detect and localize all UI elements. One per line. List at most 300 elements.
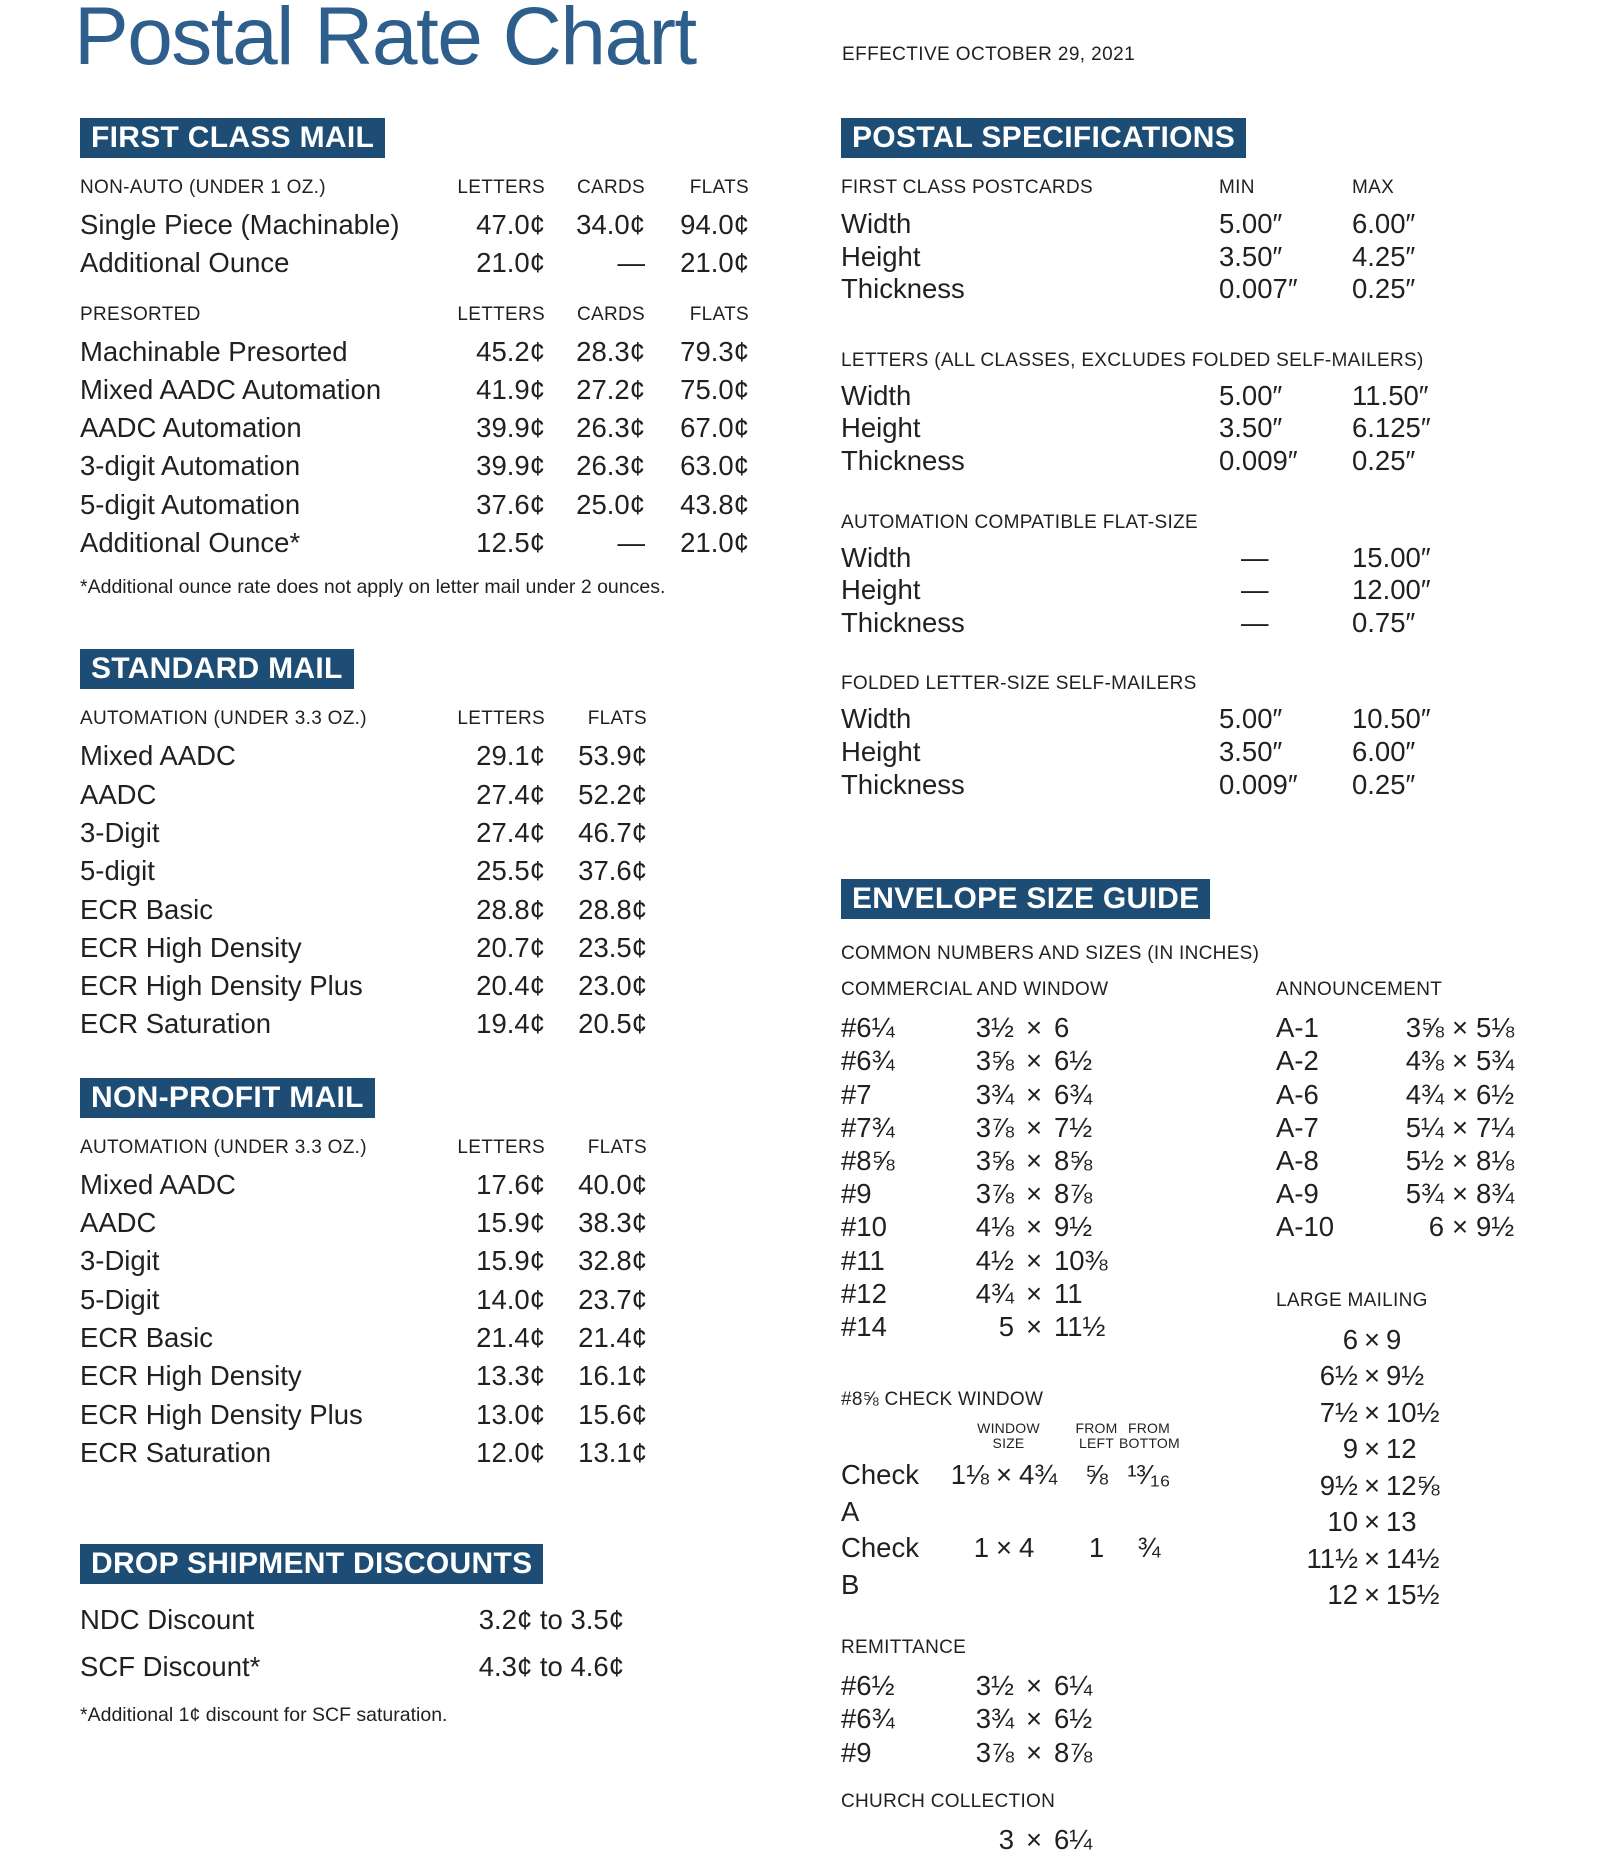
envelope-row (841, 1210, 1261, 1243)
times-separator: × (1451, 1178, 1469, 1210)
rate-label: AADC (80, 778, 157, 810)
times-separator: × (1363, 1506, 1381, 1538)
envelope-size-guide-header-bar: ENVELOPE SIZE GUIDE (841, 879, 1210, 919)
check-size-b: 4¾ (1019, 1459, 1058, 1491)
commercial-and-window-label: COMMERCIAL AND WINDOW (841, 979, 1109, 1001)
envelope-row (1276, 1044, 1551, 1077)
col-header-cards: CARDS (576, 177, 645, 198)
envelope-size-a: 5 (998, 1310, 1014, 1342)
times-separator: × (1363, 1433, 1381, 1465)
envelope-left-subcolumn (841, 979, 1261, 1856)
envelope-size-b: 10½ (1386, 1396, 1440, 1428)
envelope-row (841, 1702, 1261, 1735)
rate-label: ECR Basic (80, 1321, 213, 1353)
envelope-size-b: 6½ (1054, 1045, 1093, 1077)
envelope-number: #14 (841, 1310, 887, 1342)
envelope-row (1276, 1011, 1551, 1044)
spec-label: Thickness (841, 444, 965, 476)
rate-value-flats: 15.6¢ (578, 1398, 647, 1430)
rate-value-flats: 16.1¢ (578, 1360, 647, 1392)
envelope-size-b: 12⅝ (1386, 1469, 1440, 1501)
envelope-number: A-2 (1276, 1045, 1319, 1077)
np-header-row (80, 1136, 647, 1160)
specs-folded-rows (841, 703, 1551, 801)
spec-label: Height (841, 412, 921, 444)
envelope-row (1276, 1431, 1551, 1468)
fcm-presorted-label: PRESORTED (80, 303, 201, 325)
left-column (80, 118, 770, 1727)
rate-row (80, 776, 647, 814)
envelope-size-a: 3⅝ (1405, 1012, 1444, 1044)
envelope-size-a: 12 (1327, 1579, 1358, 1611)
rate-value-letters: 13.0¢ (476, 1398, 545, 1430)
spec-min: 3.50″ (1219, 240, 1283, 272)
times-separator: × (1025, 1277, 1043, 1309)
envelope-size-a: 4⅜ (1405, 1045, 1444, 1077)
rate-value-cards: — (617, 247, 645, 279)
envelope-row (1276, 1322, 1551, 1359)
envelope-size-a: 6 (1428, 1211, 1444, 1243)
rate-value-flats: 32.8¢ (578, 1245, 647, 1277)
check-from-left: ⅝ (1085, 1459, 1108, 1491)
envelope-row (841, 1244, 1261, 1277)
rate-value-cards: 28.3¢ (576, 335, 645, 367)
times-separator: × (1025, 1045, 1043, 1077)
np-automation-label: AUTOMATION (UNDER 3.3 OZ.) (80, 1136, 367, 1158)
envelope-number: A-10 (1276, 1211, 1335, 1243)
std-rows (80, 737, 770, 1043)
remittance-block (841, 1637, 1261, 1769)
envelope-subtitle: COMMON NUMBERS AND SIZES (IN INCHES) (841, 943, 1260, 965)
rate-row (80, 1281, 647, 1319)
rate-value-letters: 28.8¢ (476, 893, 545, 925)
envelope-number: #6¼ (841, 1012, 895, 1044)
rate-value-letters: 45.2¢ (476, 335, 545, 367)
envelope-size-a: 4⅛ (975, 1211, 1014, 1243)
fcm-nonauto-rows (80, 206, 770, 283)
envelope-number: #11 (841, 1244, 885, 1276)
rate-value-letters: 20.4¢ (476, 970, 545, 1002)
envelope-size-b: 10⅜ (1054, 1244, 1108, 1276)
envelope-size-a: 11½ (1306, 1542, 1358, 1574)
rate-row (80, 447, 749, 485)
times-separator: × (1025, 1670, 1043, 1702)
spec-min: 5.00″ (1219, 208, 1283, 239)
drop-shipment-header-bar: DROP SHIPMENT DISCOUNTS (80, 1544, 543, 1584)
envelope-row (1276, 1577, 1551, 1614)
section-non-profit-mail (80, 1078, 770, 1472)
rate-row (80, 1005, 647, 1043)
spec-label: Thickness (841, 273, 965, 305)
rate-value-letters: 17.6¢ (476, 1168, 545, 1200)
rate-value-letters: 27.4¢ (476, 778, 545, 810)
envelope-row (841, 1044, 1261, 1077)
spec-max: 0.25″ (1352, 273, 1416, 305)
envelope-size-b: 6¾ (1054, 1078, 1093, 1110)
rate-label: ECR High Density Plus (80, 970, 363, 1002)
envelope-size-b: 9½ (1476, 1211, 1515, 1243)
postal-specifications-header-bar: POSTAL SPECIFICATIONS (841, 118, 1246, 158)
spec-min: 3.50″ (1219, 735, 1283, 767)
rate-row (80, 486, 749, 524)
rate-value-flats: 52.2¢ (578, 778, 647, 810)
rate-row (80, 371, 749, 409)
rate-value-flats: 94.0¢ (680, 209, 749, 240)
envelope-number: A-7 (1276, 1111, 1319, 1143)
envelope-size-a: 3 (998, 1823, 1014, 1855)
times-separator: × (1451, 1144, 1469, 1176)
specs-group-label: FOLDED LETTER-SIZE SELF-MAILERS (841, 673, 1197, 695)
rate-label: ECR Saturation (80, 1008, 272, 1040)
fcm-presorted-rows (80, 333, 770, 563)
std-header-row (80, 707, 647, 731)
envelope-size-a: 4½ (975, 1244, 1014, 1276)
rate-label: Mixed AADC (80, 740, 236, 772)
spec-label: Height (841, 240, 921, 272)
envelope-row (1276, 1078, 1551, 1111)
spec-row (841, 380, 1501, 413)
spec-row (841, 769, 1501, 802)
envelope-number: #7 (841, 1078, 872, 1110)
envelope-size-a: 3¾ (975, 1703, 1014, 1735)
rate-value-flats: 53.9¢ (578, 740, 647, 772)
envelope-row (841, 1736, 1261, 1769)
times-separator: × (1025, 1736, 1043, 1768)
check-label: Check B (841, 1532, 919, 1600)
discount-row (80, 1643, 624, 1690)
rate-value-letters: 19.4¢ (476, 1008, 545, 1040)
spec-min: 0.009″ (1219, 444, 1298, 476)
rate-value-cards: 34.0¢ (576, 209, 645, 240)
envelope-size-a: 3⅝ (975, 1144, 1014, 1176)
envelope-size-b: 11 (1054, 1277, 1083, 1309)
rate-label: ECR High Density (80, 1360, 302, 1392)
envelope-size-b: 12 (1386, 1433, 1417, 1465)
rate-value-flats: 63.0¢ (680, 450, 749, 482)
specs-group-label: AUTOMATION COMPATIBLE FLAT-SIZE (841, 511, 1198, 533)
page-title: Postal Rate Chart (74, 0, 696, 82)
check-size-b: 4 (1019, 1532, 1035, 1564)
discount-row (80, 1596, 624, 1643)
rate-label: 5-digit Automation (80, 488, 301, 520)
rate-row (80, 524, 749, 562)
discount-value: 3.2¢ to 3.5¢ (478, 1604, 624, 1636)
spec-label: Width (841, 541, 912, 573)
rate-row (80, 333, 749, 371)
envelope-size-a: 3⅞ (975, 1178, 1014, 1210)
times-separator: × (1363, 1579, 1381, 1611)
check-row (841, 1457, 1261, 1530)
col-header-flats: FLATS (587, 708, 647, 730)
envelope-size-a: 5¼ (1405, 1111, 1444, 1143)
col-header-from-left (1074, 1421, 1119, 1451)
spec-max: 6.00″ (1352, 735, 1416, 767)
col-header-line: LEFT (1078, 1435, 1115, 1452)
spec-label: Width (841, 703, 912, 735)
rate-value-letters: 39.9¢ (476, 412, 545, 444)
envelope-size-a: 9½ (1319, 1469, 1358, 1501)
times-separator: × (1363, 1469, 1381, 1501)
times-separator: × (1025, 1144, 1043, 1176)
spec-row (841, 445, 1501, 478)
col-header-min: MIN (1219, 177, 1255, 198)
spec-max: 0.25″ (1352, 444, 1416, 476)
times-separator: × (1451, 1078, 1469, 1110)
envelope-size-b: 6½ (1476, 1078, 1515, 1110)
rate-value-flats: 23.0¢ (578, 970, 647, 1002)
times-separator: × (1025, 1078, 1043, 1110)
spec-row (841, 542, 1501, 575)
spec-label: Width (841, 379, 912, 411)
spec-min: 0.007″ (1219, 273, 1298, 305)
times-separator: × (1025, 1111, 1043, 1143)
rate-value-letters: 27.4¢ (476, 816, 545, 848)
spec-row (841, 574, 1501, 607)
section-standard-mail (80, 649, 770, 1043)
envelope-row (1276, 1541, 1551, 1578)
envelope-number: A-8 (1276, 1144, 1319, 1176)
spec-max: 10.50″ (1352, 703, 1431, 735)
envelope-row (1276, 1111, 1551, 1144)
envelope-row (841, 1310, 1261, 1343)
rate-row (80, 244, 749, 282)
rate-label: Machinable Presorted (80, 335, 348, 367)
check-from-left: 1 (1088, 1532, 1105, 1564)
times-separator: × (1025, 1310, 1043, 1342)
times-separator: × (1363, 1542, 1381, 1574)
envelope-size-b: 15½ (1386, 1579, 1440, 1611)
spec-label: Width (841, 208, 912, 239)
large-mailing-rows (1276, 1322, 1551, 1614)
envelope-number: #12 (841, 1277, 887, 1309)
rate-row (80, 737, 647, 775)
envelope-size-a: 10 (1327, 1506, 1358, 1538)
rate-label: 3-digit Automation (80, 450, 301, 482)
col-header-letters: LETTERS (457, 708, 545, 730)
church-collection-label: CHURCH COLLECTION (841, 1790, 1056, 1812)
specs-group-label: FIRST CLASS POSTCARDS (841, 177, 1093, 198)
first-class-mail-header-bar: FIRST CLASS MAIL (80, 118, 385, 158)
rate-value-letters: 39.9¢ (476, 450, 545, 482)
rate-value-flats: 43.8¢ (680, 488, 749, 520)
rate-row (80, 814, 647, 852)
rate-value-flats: 38.3¢ (578, 1207, 647, 1239)
envelope-row (1276, 1358, 1551, 1395)
section-envelope-size-guide (841, 879, 1551, 1856)
envelope-size-b: 7¼ (1476, 1111, 1515, 1143)
envelope-size-a: 3⅞ (975, 1736, 1014, 1768)
rate-value-cards: 25.0¢ (576, 488, 645, 520)
times-separator: × (1025, 1012, 1043, 1044)
col-header-cards: CARDS (576, 303, 645, 325)
envelope-size-b: 5⅛ (1476, 1012, 1515, 1044)
rate-row (80, 206, 749, 244)
envelope-size-b: 8⅞ (1054, 1736, 1093, 1768)
drop-rows (80, 1596, 770, 1690)
rate-value-letters: 14.0¢ (476, 1283, 545, 1315)
rate-row (80, 891, 647, 929)
rate-value-flats: 37.6¢ (578, 855, 647, 887)
check-size-a: 1⅛ (950, 1459, 989, 1491)
rate-label: 5-Digit (80, 1283, 160, 1315)
envelope-size-a: 6½ (1319, 1360, 1358, 1392)
fcm-footnote: *Additional ounce rate does not apply on letter mail under 2 ounces. (80, 576, 666, 599)
envelope-size-b: 7½ (1054, 1111, 1093, 1143)
envelope-size-a: 5¾ (1405, 1178, 1444, 1210)
spec-min: 3.50″ (1219, 412, 1283, 444)
rate-value-flats: 21.4¢ (578, 1321, 647, 1353)
rate-value-letters: 12.5¢ (476, 527, 545, 559)
envelope-number: #9 (841, 1736, 872, 1768)
times-separator: × (1451, 1045, 1469, 1077)
spec-label: Height (841, 574, 921, 606)
rate-label: AADC (80, 1207, 157, 1239)
announcement-rows (1276, 1011, 1551, 1243)
envelope-number: #9 (841, 1178, 872, 1210)
rate-value-letters: 15.9¢ (476, 1245, 545, 1277)
np-rows (80, 1166, 770, 1472)
check-rows (841, 1457, 1261, 1603)
rate-label: ECR Saturation (80, 1436, 272, 1468)
announcement-label: ANNOUNCEMENT (1276, 979, 1443, 1001)
times-separator: × (1025, 1178, 1043, 1210)
fcm-nonauto-header-row (80, 176, 749, 200)
times-separator: × (1025, 1244, 1043, 1276)
envelope-size-a: 3⅞ (975, 1111, 1014, 1143)
envelope-number: #8⅝ (841, 1144, 895, 1176)
rate-value-cards: 26.3¢ (576, 450, 645, 482)
rate-label: Mixed AADC (80, 1168, 236, 1200)
spec-max: 6.125″ (1352, 412, 1431, 444)
col-header-line: FROM (1075, 1420, 1118, 1437)
rate-label: Mixed AADC Automation (80, 373, 382, 405)
fcm-nonauto-label: NON-AUTO (UNDER 1 OZ.) (80, 177, 326, 198)
envelope-number: A-1 (1276, 1012, 1319, 1044)
envelope-size-a: 9 (1342, 1433, 1358, 1465)
spec-min: 5.00″ (1219, 703, 1283, 735)
envelope-number: #6¾ (841, 1703, 895, 1735)
envelope-row (841, 1011, 1261, 1044)
rate-value-flats: 79.3¢ (680, 335, 749, 367)
specs-postcards-header-row (841, 176, 1501, 200)
rate-value-flats: 75.0¢ (680, 373, 749, 405)
church-collection-block (841, 1791, 1261, 1856)
envelope-row (841, 1669, 1261, 1702)
spec-max: 15.00″ (1352, 541, 1431, 573)
rate-value-flats: 21.0¢ (680, 247, 749, 279)
rate-label: ECR Basic (80, 893, 213, 925)
envelope-row (1276, 1144, 1551, 1177)
section-postal-specifications (841, 118, 1551, 801)
std-automation-label: AUTOMATION (UNDER 3.3 OZ.) (80, 708, 367, 730)
envelope-size-b: 8⅞ (1054, 1178, 1093, 1210)
rate-label: ECR High Density Plus (80, 1398, 363, 1430)
rate-value-letters: 37.6¢ (476, 488, 545, 520)
spec-row (841, 208, 1501, 241)
envelope-size-b: 9½ (1054, 1211, 1093, 1243)
times-separator: × (1451, 1111, 1469, 1143)
section-drop-shipment-discounts (80, 1544, 770, 1727)
envelope-size-b: 6¼ (1054, 1670, 1093, 1702)
spec-min: — (1241, 574, 1269, 606)
col-header-from-bottom (1119, 1421, 1179, 1451)
spec-row (841, 607, 1501, 640)
times-separator: × (1025, 1703, 1043, 1735)
rate-row (80, 1204, 647, 1242)
rate-row (80, 1357, 647, 1395)
rate-value-letters: 20.7¢ (476, 931, 545, 963)
times-separator: × (995, 1532, 1013, 1564)
col-header-flats: FLATS (689, 177, 749, 198)
envelope-size-b: 6 (1054, 1012, 1070, 1044)
col-header-line: FROM (1127, 1420, 1170, 1437)
envelope-row (1276, 1395, 1551, 1432)
times-separator: × (1025, 1211, 1043, 1243)
check-header-spacer (841, 1421, 943, 1451)
spec-label: Thickness (841, 606, 965, 638)
rate-row (80, 1242, 647, 1280)
section-first-class-mail (80, 118, 770, 599)
envelope-size-b: 8⅝ (1054, 1144, 1093, 1176)
rate-row (80, 1166, 647, 1204)
rate-value-cards: — (617, 527, 645, 559)
envelope-size-a: 3¾ (975, 1078, 1014, 1110)
rate-label: Additional Ounce* (80, 527, 301, 559)
rate-value-letters: 41.9¢ (476, 373, 545, 405)
times-separator: × (1363, 1323, 1381, 1355)
spec-row (841, 273, 1501, 306)
rate-label: AADC Automation (80, 412, 302, 444)
envelope-row (1276, 1468, 1551, 1505)
envelope-size-a: 4¾ (1405, 1078, 1444, 1110)
envelope-size-b: 11½ (1054, 1310, 1106, 1342)
rate-label: 3-Digit (80, 1245, 160, 1277)
rate-row (80, 929, 647, 967)
envelope-size-b: 6½ (1054, 1703, 1093, 1735)
envelope-number: A-9 (1276, 1178, 1319, 1210)
envelope-number: #10 (841, 1211, 887, 1243)
col-header-max: MAX (1352, 177, 1395, 198)
envelope-size-b: 13 (1386, 1506, 1417, 1538)
rate-value-flats: 21.0¢ (680, 527, 749, 559)
rate-label: Single Piece (Machinable) (80, 209, 400, 240)
commercial-rows (841, 1011, 1261, 1343)
rate-value-flats: 20.5¢ (578, 1008, 647, 1040)
envelope-size-a: 4¾ (975, 1277, 1014, 1309)
envelope-row (841, 1823, 1261, 1856)
fcm-presorted-header-row (80, 303, 749, 327)
large-mailing-block (1276, 1290, 1551, 1614)
envelope-right-subcolumn (1276, 979, 1551, 1856)
rate-value-flats: 46.7¢ (578, 816, 647, 848)
rate-value-letters: 12.0¢ (476, 1436, 545, 1468)
col-header-letters: LETTERS (457, 303, 545, 325)
envelope-size-b: 8⅛ (1476, 1144, 1515, 1176)
large-mailing-label: LARGE MAILING (1276, 1289, 1428, 1311)
envelope-row (1276, 1210, 1551, 1243)
rate-label: ECR High Density (80, 931, 302, 963)
check-window-label: #8⅝ CHECK WINDOW (841, 1389, 1044, 1411)
envelope-size-b: 9½ (1386, 1360, 1425, 1392)
check-window-block (841, 1389, 1261, 1603)
rate-value-flats: 13.1¢ (578, 1436, 647, 1468)
col-header-letters: LETTERS (457, 177, 545, 198)
remittance-label: REMITTANCE (841, 1637, 967, 1659)
times-separator: × (995, 1459, 1013, 1491)
envelope-size-a: 5½ (1405, 1144, 1444, 1176)
envelope-number: #7¾ (841, 1111, 895, 1143)
spec-row (841, 736, 1501, 769)
